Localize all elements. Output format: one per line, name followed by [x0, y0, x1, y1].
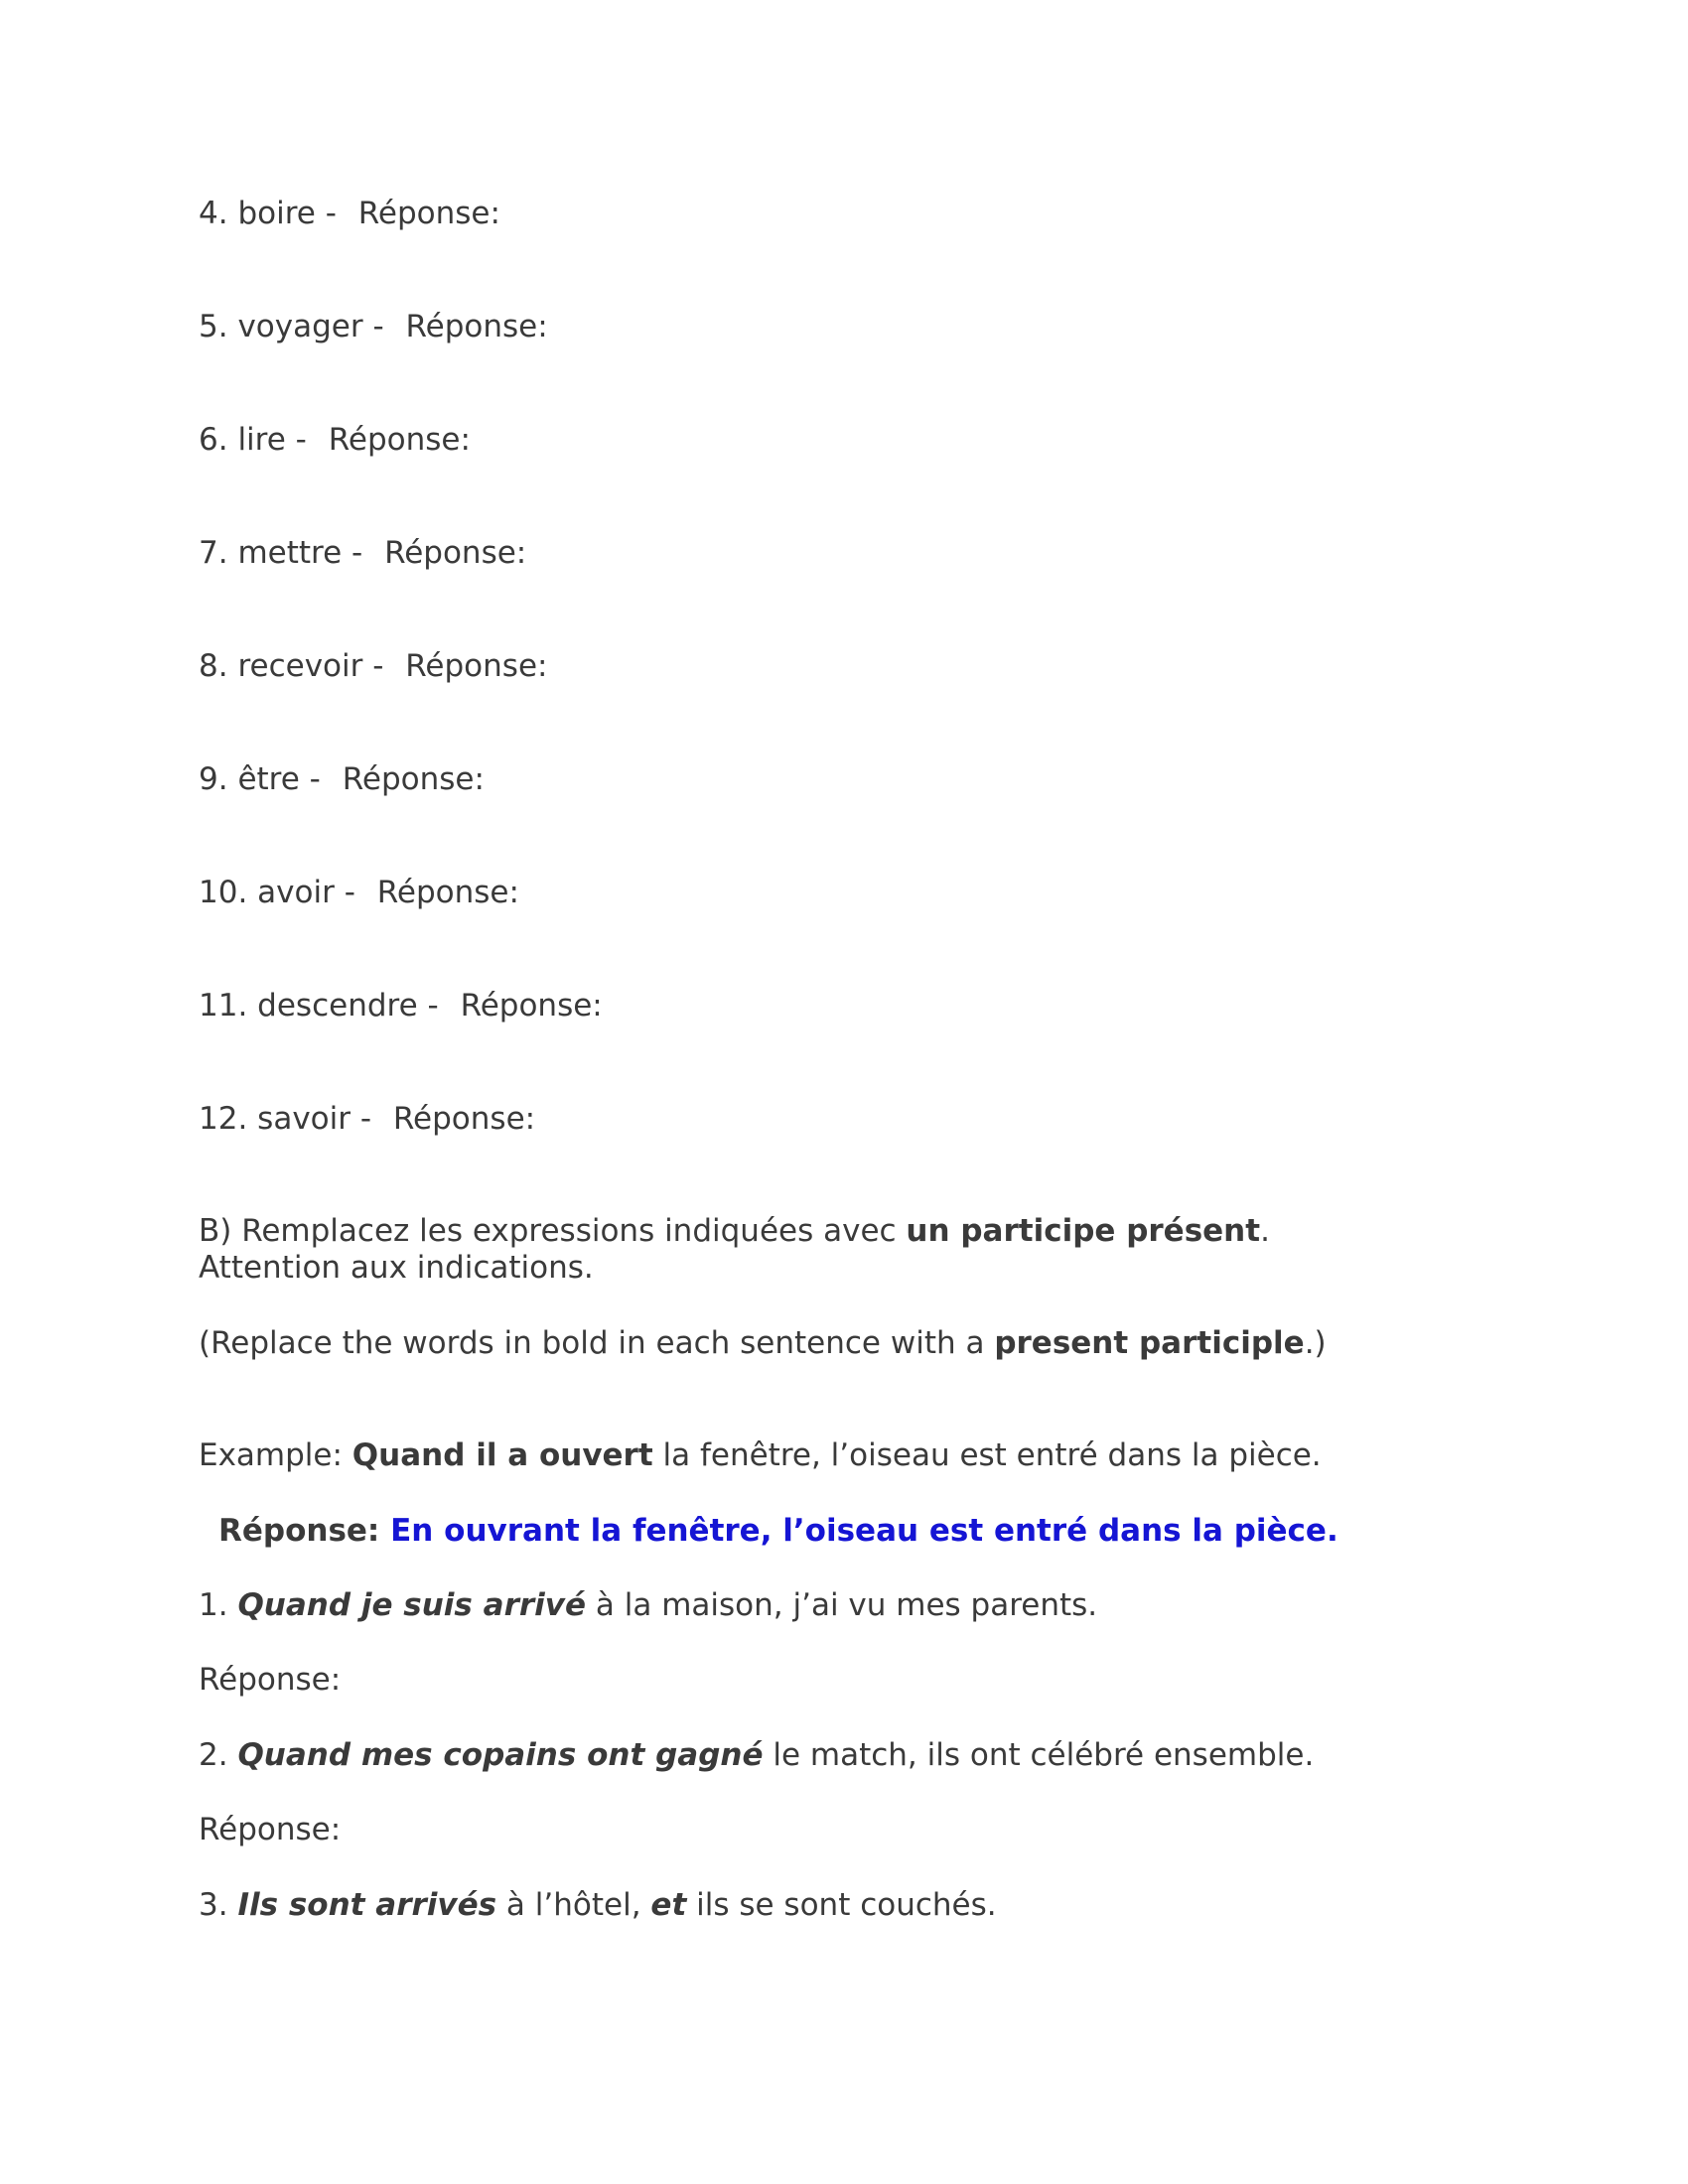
separator: -	[427, 988, 439, 1024]
item-number: 6.	[199, 422, 228, 458]
example-answer-text: En ouvrant la fenêtre, l’oiseau est entré dans la pièce.	[390, 1513, 1338, 1549]
question-1-answer	[199, 1661, 341, 1699]
example-bold: Quand il a ouvert	[352, 1437, 653, 1473]
item-number: 8.	[199, 648, 228, 684]
question-3	[199, 1886, 997, 1924]
english-text-end: .)	[1304, 1325, 1327, 1361]
verb-item	[199, 421, 471, 459]
question-rest: ils se sont couchés.	[686, 1887, 997, 1923]
separator: -	[344, 875, 355, 910]
verb-item	[199, 874, 519, 911]
separator: -	[372, 309, 384, 344]
verb-item	[199, 308, 548, 345]
separator: -	[309, 761, 321, 797]
separator: -	[325, 196, 337, 231]
answer-label: Réponse:	[460, 988, 603, 1024]
question-bold: Quand mes copains ont gagné	[237, 1737, 764, 1773]
question-number: 3.	[199, 1887, 238, 1923]
separator: -	[352, 535, 363, 571]
question-2-answer	[199, 1811, 341, 1848]
question-mid: à l’hôtel,	[496, 1887, 651, 1923]
verb-text: recevoir	[237, 648, 363, 684]
example-answer-label: Réponse:	[218, 1513, 391, 1549]
verb-item	[199, 1100, 535, 1138]
english-bold: present participle	[994, 1325, 1305, 1361]
instruction-bold: un participe présent	[906, 1213, 1261, 1249]
instruction-text-end: . Attention aux indications.	[199, 1213, 1270, 1286]
instruction-text: B) Remplacez les expressions indiquées avec	[199, 1213, 907, 1249]
verb-text: voyager	[237, 309, 363, 344]
verb-text: descendre	[257, 988, 418, 1024]
item-number: 4.	[199, 196, 228, 231]
question-rest: le match, ils ont célébré ensemble.	[763, 1737, 1315, 1773]
item-number: 9.	[199, 761, 228, 797]
question-bold: Quand je suis arrivé	[237, 1587, 587, 1623]
answer-label: Réponse:	[405, 309, 548, 344]
verb-text: lire	[237, 422, 286, 458]
verb-text: boire	[237, 196, 316, 231]
item-number: 7.	[199, 535, 228, 571]
verb-item	[199, 760, 485, 798]
answer-label: Réponse:	[357, 196, 500, 231]
english-text: (Replace the words in bold in each sentence with a	[199, 1325, 995, 1361]
question-number: 1.	[199, 1587, 238, 1623]
answer-label: Réponse:	[384, 535, 527, 571]
verb-text: mettre	[237, 535, 343, 571]
item-number: 10.	[199, 875, 248, 910]
separator: -	[295, 422, 307, 458]
question-rest: à la maison, j’ai vu mes parents.	[586, 1587, 1098, 1623]
item-number: 11.	[199, 988, 248, 1024]
verb-item	[199, 647, 547, 685]
answer-label: Réponse:	[328, 422, 471, 458]
verb-item	[199, 534, 526, 572]
answer-label: Réponse:	[199, 1812, 342, 1847]
answer-label: Réponse:	[376, 875, 519, 910]
question-bold: Ils sont arrivés	[237, 1887, 497, 1923]
verb-item	[199, 195, 500, 232]
answer-label: Réponse:	[342, 761, 485, 797]
verb-text: être	[237, 761, 300, 797]
example-label: Example:	[199, 1437, 352, 1473]
item-number: 12.	[199, 1101, 248, 1137]
verb-text: savoir	[257, 1101, 351, 1137]
item-number: 5.	[199, 309, 228, 344]
answer-label: Réponse:	[199, 1662, 342, 1698]
question-2	[199, 1736, 1314, 1774]
example-sentence	[199, 1436, 1322, 1474]
question-number: 2.	[199, 1737, 238, 1773]
example-rest: la fenêtre, l’oiseau est entré dans la pièce.	[652, 1437, 1322, 1473]
verb-item	[199, 987, 603, 1024]
section-b-instruction	[199, 1213, 1390, 1287]
english-instruction	[199, 1324, 1327, 1362]
verb-text: avoir	[257, 875, 335, 910]
separator: -	[372, 648, 384, 684]
answer-label: Réponse:	[392, 1101, 536, 1137]
question-1	[199, 1586, 1097, 1624]
question-bold-conjunction: et	[650, 1887, 687, 1923]
example-answer	[218, 1512, 1338, 1550]
answer-label: Réponse:	[405, 648, 548, 684]
separator: -	[359, 1101, 372, 1137]
